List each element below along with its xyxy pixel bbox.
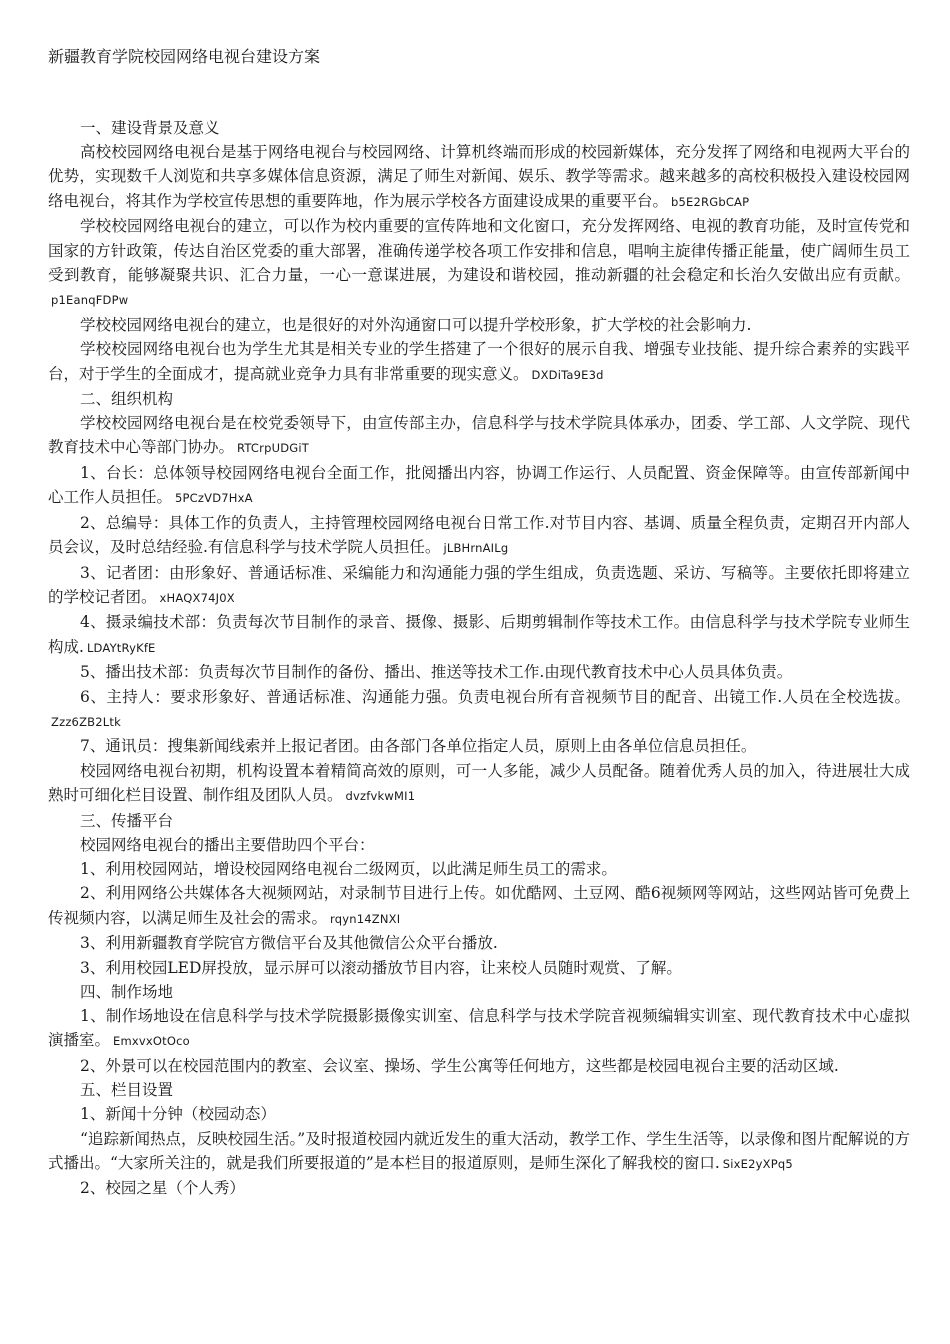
section-heading-text: 二、组织机构 [80,390,174,409]
paragraph [48,1102,910,1126]
paragraph [48,461,910,511]
paragraph [48,561,910,611]
paragraph [48,337,910,387]
paragraph-text: 1、台长：总体领导校园网络电视台全面工作，批阅播出内容，协调工作运行、人员配置、资金保障等。由宣传部新闻中心工作人员担任。 [48,463,910,507]
paragraph [48,685,910,735]
paragraph [48,313,910,337]
paragraph-text: 学校校园网络电视台的建立，也是很好的对外沟通窗口可以提升学校形象，扩大学校的社会影响力. [80,315,752,334]
paragraph-text: 5、播出技术部：负责每次节目制作的备份、播出、推送等技术工作.由现代教育技术中心人员具体负责。 [80,663,793,682]
paragraph-text: “追踪新闻热点，反映校园生活。”及时报道校园内就近发生的重大活动，教学工作、学生生活等，以录像和图片配解说的方式播出。“大家所关注的，就是我们所要报道的”是本栏目的报道原则，是师生深化了解我校的窗口. [48,1129,910,1173]
reference-code: 5PCzVD7HxA [175,491,253,506]
reference-code: Zzz6ZB2Ltk [51,714,121,729]
paragraph-text: 1、制作场地设在信息科学与技术学院摄影摄像实训室、信息科学与技术学院音视频编辑实训室、现代教育技术中心虚拟演播室。 [48,1007,910,1050]
document-title: 新疆教育学院校园网络电视台建设方案 [48,47,321,66]
section-heading [48,1078,910,1102]
paragraph [48,1176,910,1200]
paragraph [48,140,910,214]
paragraph-text: 3、利用新疆教育学院官方微信平台及其他微信公众平台播放. [80,934,498,953]
reference-code: EmxvxOtOco [113,1034,190,1049]
paragraph-text: 6、主持人：要求形象好、普通话标准、沟通能力强。负责电视台所有音视频节目的配音、出镜工作.人员在全校选拔。 [80,687,910,706]
paragraph [48,931,910,955]
paragraph-text: 3、利用校园LED屏投放，显示屏可以滚动播放节目内容，让来校人员随时观赏、了解。 [80,958,682,977]
section-heading [48,980,910,1004]
paragraph [48,214,910,313]
paragraph-text: 4、摄录编技术部：负责每次节目制作的录音、摄像、摄影、后期剪辑制作等技术工作。由信息科学与技术学院专业师生构成. [48,613,910,656]
paragraph [48,511,910,561]
paragraph-text: 1、利用校园网站，增设校园网络电视台二级网页，以此满足师生员工的需求。 [80,859,617,878]
paragraph-text: 学校校园网络电视台也为学生尤其是相关专业的学生搭建了一个很好的展示自我、增强专业技能、提升综合素养的实践平台，对于学生的全面成才，提高就业竞争力具有非常重要的现实意义。 [48,340,910,383]
paragraph-text: 校园网络电视台的播出主要借助四个平台： [80,835,375,854]
section-heading-text: 三、传播平台 [80,811,174,830]
paragraph-text: 1、新闻十分钟（校园动态） [80,1105,276,1124]
reference-code: jLBHrnAILg [443,541,509,556]
section-heading-text: 五、栏目设置 [80,1081,174,1100]
paragraph [48,1127,910,1177]
paragraph [48,857,910,881]
paragraph [48,881,910,931]
section-heading [48,116,910,140]
section-heading-text: 四、制作场地 [80,983,174,1001]
paragraph-text: 3、记者团：由形象好、普通话标准、采编能力和沟通能力强的学生组成，负责选题、采访、写稿等。主要依托即将建立的学校记者团。 [48,563,910,606]
paragraph [48,610,910,660]
document-body [48,116,910,1201]
reference-code: DXDiTa9E3d [531,367,604,382]
paragraph [48,833,910,857]
reference-code: xHAQX74J0X [159,590,235,605]
reference-code: rqyn14ZNXI [330,911,401,926]
paragraph [48,1004,910,1054]
paragraph-text: 2、外景可以在校园范围内的教室、会议室、操场、学生公寓等任何地方，这些都是校园电视台主要的活动区域. [80,1056,839,1075]
paragraph-text: 2、总编导：具体工作的负责人，主持管理校园网络电视台日常工作.对节目内容、基调、质量全程负责，定期召开内部人员会议，及时总结经验.有信息科学与技术学院人员担任。 [48,513,910,557]
section-heading [48,387,910,411]
reference-code: LDAYtRyKfE [86,640,156,655]
paragraph [48,660,910,684]
paragraph [48,759,910,809]
reference-code: b5E2RGbCAP [671,194,750,209]
reference-code: SixE2yXPq5 [722,1157,793,1172]
paragraph-text: 7、通讯员：搜集新闻线索并上报记者团。由各部门各单位指定人员，原则上由各单位信息员担任。 [80,737,757,756]
paragraph-text: 校园网络电视台初期，机构设置本着精简高效的原则，可一人多能，减少人员配备。随着优秀人员的加入，待进展壮大成熟时可细化栏目设置、制作组及团队人员。 [48,761,910,805]
section-heading [48,809,910,833]
paragraph-text: 学校校园网络电视台是在校党委领导下，由宣传部主办，信息科学与技术学院具体承办，团委、学工部、人文学院、现代教育技术中心等部门协办。 [48,414,910,457]
paragraph [48,411,910,461]
reference-code: p1EanqFDPw [51,293,129,308]
section-heading-text: 一、建设背景及意义 [80,119,220,137]
paragraph [48,734,910,758]
reference-code: RTCrpUDGiT [237,441,309,456]
paragraph-text: 2、校园之星（个人秀） [80,1179,245,1198]
paragraph-text: 2、利用网络公共媒体各大视频网站，对录制节目进行上传。如优酷网、土豆网、酷6视频网等网站，这些网站皆可免费上传视频内容，以满足师生及社会的需求。 [48,884,910,927]
paragraph-text: 高校校园网络电视台是基于网络电视台与校园网络、计算机终端而形成的校园新媒体，充分发挥了网络和电视两大平台的优势，实现数千人浏览和共享多媒体信息资源，满足了师生对新闻、娱乐、教学等需求。越来越多的高校积极投入建设校园网络电视台，将其作为学校宣传思想的重要阵地，作为展示学校各方面建设成果的重要平台。 [48,143,910,210]
paragraph-text: 学校校园网络电视台的建立，可以作为校内重要的宣传阵地和文化窗口，充分发挥网络、电视的教育功能，及时宣传党和国家的方针政策，传达自治区党委的重大部署，准确传递学校各项工作安排和信息，唱响主旋律传播正能量，使广阔师生员工受到教育，能够凝聚共识、汇合力量，一心一意谋进展，为建设和谐校园，推动新疆的社会稳定和长治久安做出应有贡献。 [48,217,910,285]
reference-code: dvzfvkwMI1 [345,789,416,804]
paragraph [48,956,910,980]
paragraph [48,1054,910,1078]
